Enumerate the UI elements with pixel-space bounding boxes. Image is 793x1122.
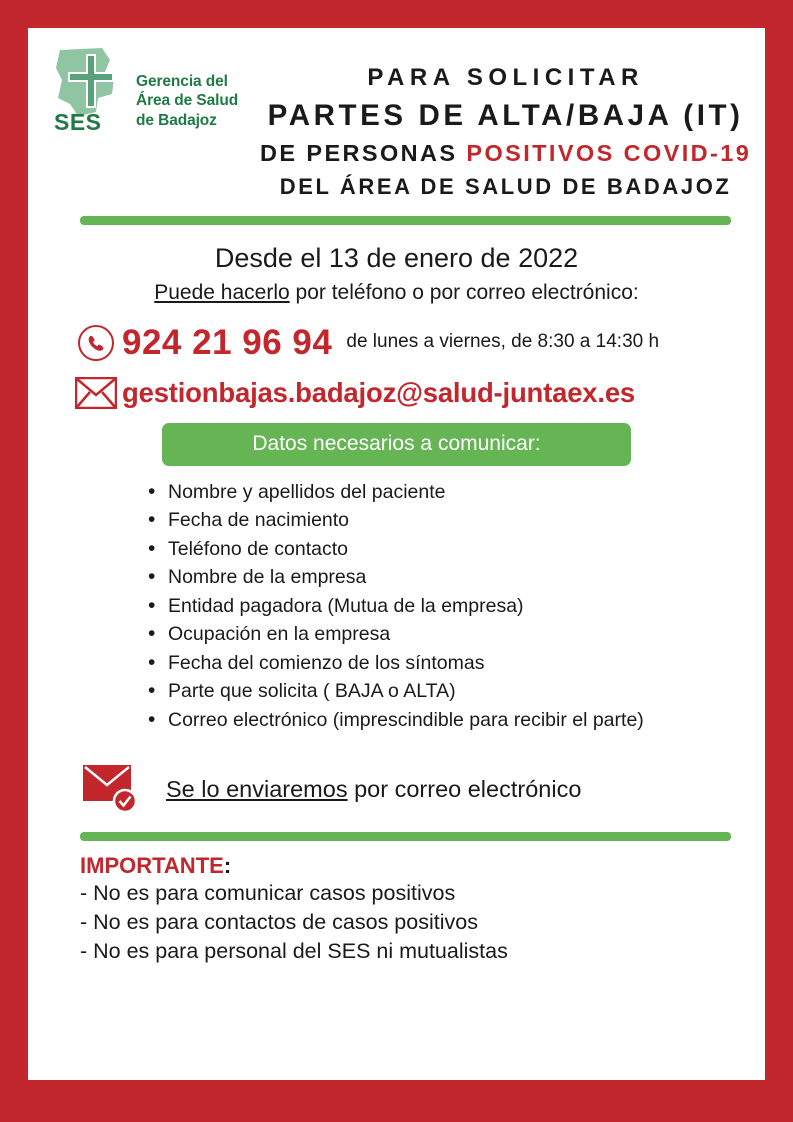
- ses-logo: [52, 40, 260, 138]
- title-line-4: DEL ÁREA DE SALUD DE BADAJOZ: [279, 174, 732, 199]
- email-address[interactable]: gestionbajas.badajoz@salud-juntaex.es: [122, 377, 636, 408]
- send-text: [166, 776, 581, 803]
- ses-logo-line2: Área de Salud: [136, 92, 239, 110]
- ses-logo-line1: Gerencia del: [136, 73, 228, 90]
- phone-number[interactable]: 924 21 96 94: [122, 323, 333, 362]
- important-colon: :: [223, 853, 232, 879]
- header: [52, 40, 752, 200]
- list-item: • Teléfono de contacto: [144, 535, 741, 563]
- title-line-3: [260, 140, 751, 167]
- divider-green-bottom: [80, 832, 731, 841]
- ses-logo-text: [136, 46, 238, 130]
- send-text-underlined: Se lo enviaremos: [166, 775, 348, 802]
- ses-logo-line3: de Badajoz: [136, 111, 217, 129]
- list-item: • Ocupación en la empresa: [144, 620, 741, 648]
- intro-how-rest: por teléfono o por correo electrónico:: [289, 281, 639, 304]
- ses-logo-mark: [52, 46, 130, 138]
- list-item: • Correo electrónico (imprescindible para recibir el parte): [144, 706, 741, 734]
- data-needed-heading: [162, 423, 631, 466]
- list-item: • Parte que solicita ( BAJA o ALTA): [144, 677, 741, 705]
- envelope-icon: [70, 377, 122, 409]
- title-line-3-prefix: DE PERSONAS: [260, 140, 467, 166]
- list-item: • Entidad pagadora (Mutua de la empresa): [144, 592, 741, 620]
- intro-block: [52, 243, 741, 305]
- phone-row: [70, 323, 741, 363]
- important-title: [80, 853, 741, 879]
- contact-block: [52, 323, 741, 409]
- data-needed-list: [144, 478, 741, 734]
- title-block: [260, 40, 751, 200]
- envelope-check-icon: [82, 764, 166, 814]
- list-item: • Fecha del comienzo de los síntomas: [144, 649, 741, 677]
- important-line: - No es para personal del SES ni mutualistas: [80, 938, 508, 963]
- divider-green-top: [80, 216, 731, 225]
- important-label: IMPORTANTE: [80, 853, 224, 879]
- title-line-2: PARTES DE ALTA/BAJA (IT): [267, 99, 744, 132]
- phone-icon: [70, 324, 122, 362]
- phone-hours: de lunes a viernes, de 8:30 a 14:30 h: [346, 331, 660, 352]
- data-needed-heading-label: Datos necesarios a comunicar:: [252, 432, 541, 455]
- list-item: • Fecha de nacimiento: [144, 506, 741, 534]
- intro-since: Desde el 13 de enero de 2022: [214, 243, 579, 273]
- title-line-3-highlight: POSITIVOS COVID-19: [466, 140, 752, 166]
- important-line: - No es para contactos de casos positivos: [80, 910, 478, 935]
- list-item: • Nombre de la empresa: [144, 563, 741, 591]
- email-row: [70, 377, 741, 409]
- intro-how-underlined: Puede hacerlo: [154, 281, 290, 304]
- important-line: - No es para comunicar casos positivos: [80, 881, 456, 906]
- list-item: • Nombre y apellidos del paciente: [144, 478, 741, 506]
- important-block: [52, 853, 741, 965]
- title-line-1: PARA SOLICITAR: [367, 64, 644, 91]
- send-text-rest: por correo electrónico: [347, 775, 582, 802]
- ses-acronym: SES: [54, 109, 102, 135]
- intro-how: [52, 281, 741, 305]
- poster-sheet: [28, 28, 765, 1080]
- send-row: [52, 764, 741, 814]
